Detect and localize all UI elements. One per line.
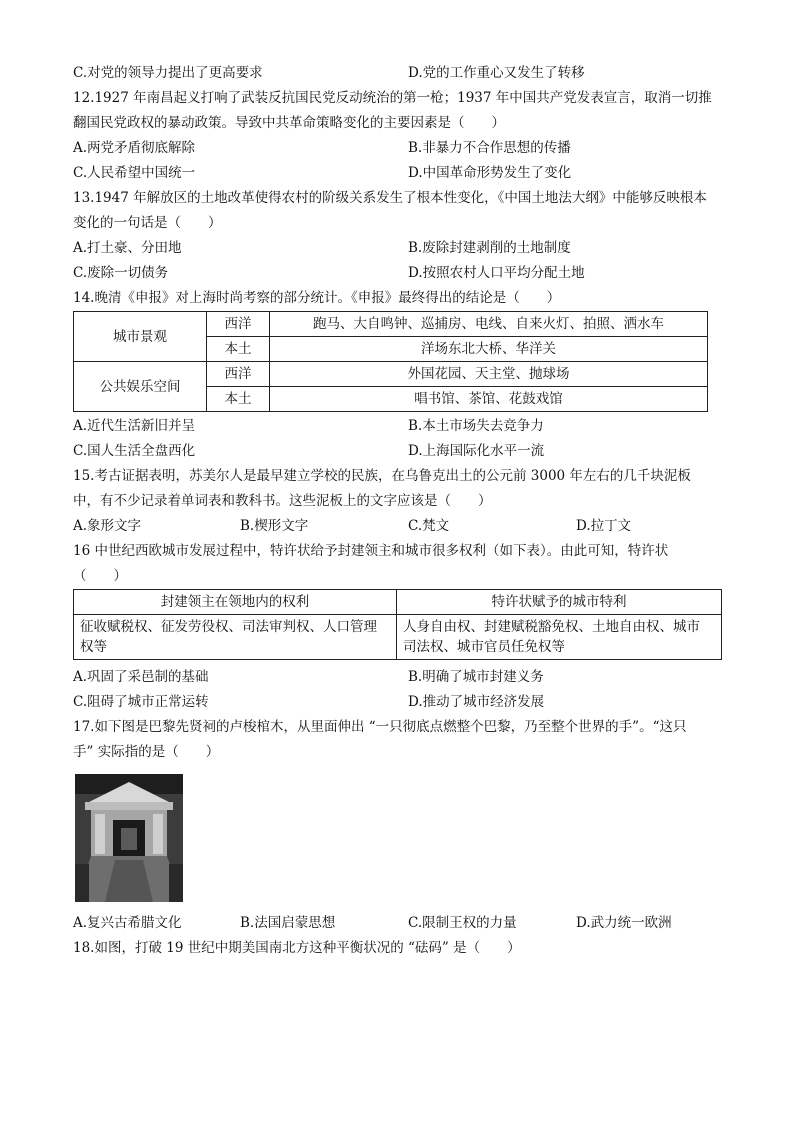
q17-option-d[interactable]: D.武力统一欧洲 (576, 915, 672, 931)
q11-option-c[interactable]: C.对党的领导力提出了更高要求 (73, 65, 263, 81)
q18-stem: 18.如图，打破 19 世纪中期美国南北方这种平衡状况的 “砝码” 是（ ） (73, 940, 521, 956)
q16-cell-lord-rights-line2: 权等 (80, 639, 107, 655)
q12-option-c[interactable]: C.人民希望中国统一 (73, 165, 196, 181)
q14-row2-items: 洋场东北大桥、华洋关 (270, 337, 708, 362)
q13-option-b[interactable]: B.废除封建剥削的土地制度 (408, 240, 571, 256)
q12-option-a[interactable]: A.两党矛盾彻底解除 (73, 140, 196, 156)
q13-option-c[interactable]: C.废除一切债务 (73, 265, 169, 281)
q15-option-c[interactable]: C.梵文 (408, 518, 450, 534)
q14-type-local: 本土 (207, 387, 270, 412)
q16-table (73, 589, 722, 660)
q14-table (73, 311, 708, 412)
q14-row3-items: 外国花园、天主堂、抛球场 (270, 362, 708, 387)
rousseau-tomb-photo (75, 774, 183, 902)
q14-row1-items: 跑马、大自鸣钟、巡捕房、电线、自来火灯、拍照、洒水车 (270, 312, 708, 337)
q15-option-a[interactable]: A.象形文字 (73, 518, 142, 534)
q17-option-a[interactable]: A.复兴古希腊文化 (73, 915, 182, 931)
q15-option-d[interactable]: D.拉丁文 (576, 518, 632, 534)
q17-stem-line1: 17.如下图是巴黎先贤祠的卢梭棺木，从里面伸出 “一只彻底点燃整个巴黎，乃至整个世界的手”。“这只 (73, 719, 687, 735)
q16-option-c[interactable]: C.阻碍了城市正常运转 (73, 694, 209, 710)
q14-option-c[interactable]: C.国人生活全盘西化 (73, 443, 196, 459)
q16-cell-charter-rights (397, 615, 722, 660)
q14-cat-landscape: 城市景观 (74, 312, 207, 362)
q16-stem-line2: （ ） (73, 568, 127, 584)
q12-option-b[interactable]: B.非暴力不合作思想的传播 (408, 140, 571, 156)
q14-cat-entertainment: 公共娱乐空间 (74, 362, 207, 412)
q14-option-a[interactable]: A.近代生活新旧并呈 (73, 418, 196, 434)
q11-option-d[interactable]: D.党的工作重心又发生了转移 (408, 65, 585, 81)
q16-cell-lord-rights-line1: 征收赋税权、征发劳役权、司法审判权、人口管理 (80, 619, 377, 635)
q14-row4-items: 唱书馆、茶馆、花鼓戏馆 (270, 387, 708, 412)
q13-stem-line1: 13.1947 年解放区的土地改革使得农村的阶级关系发生了根本性变化，《中国土地法大纲》中能够反映根本 (73, 190, 707, 206)
q17-option-b[interactable]: B.法国启蒙思想 (240, 915, 336, 931)
q15-stem-line2: 中，有不少记录着单词表和教科书。这些泥板上的文字应该是（ ） (73, 493, 492, 509)
q17-stem-line2: 手” 实际指的是（ ） (73, 744, 220, 760)
q16-stem-line1: 16 中世纪西欧城市发展过程中，特许状给予封建领主和城市很多权利（如下表）。由此可知，特许状 (73, 543, 669, 559)
q12-option-d[interactable]: D.中国革命形势发生了变化 (408, 165, 572, 181)
q14-option-b[interactable]: B.本土市场失去竞争力 (408, 418, 544, 434)
q14-type-local: 本土 (207, 337, 270, 362)
q13-option-a[interactable]: A.打土豪、分田地 (73, 240, 182, 256)
q16-option-a[interactable]: A.巩固了采邑制的基础 (73, 669, 209, 685)
rousseau-tomb-illustration (75, 774, 183, 902)
q16-cell-lord-rights (74, 615, 397, 660)
q14-stem: 14.晚清《申报》对上海时尚考察的部分统计。《申报》最终得出的结论是（ ） (73, 290, 561, 306)
q15-option-b[interactable]: B.楔形文字 (240, 518, 309, 534)
q16-option-d[interactable]: D.推动了城市经济发展 (408, 694, 545, 710)
q15-stem-line1: 15.考古证据表明，苏美尔人是最早建立学校的民族，在乌鲁克出土的公元前 3000 年左右的几千块泥板 (73, 468, 691, 484)
q16-cell-charter-rights-line2: 司法权、城市官员任免权等 (403, 639, 565, 655)
q16-header-lord-rights: 封建领主在领地内的权利 (74, 590, 397, 615)
q14-option-d[interactable]: D.上海国际化水平一流 (408, 443, 545, 459)
q17-option-c[interactable]: C.限制王权的力量 (408, 915, 517, 931)
q12-stem-line2: 翻国民党政权的暴动政策。导致中共革命策略变化的主要因素是（ ） (73, 115, 505, 131)
q14-type-west: 西洋 (207, 362, 270, 387)
q13-stem-line2: 变化的一句话是（ ） (73, 215, 222, 231)
q16-cell-charter-rights-line1: 人身自由权、封建赋税豁免权、土地自由权、城市 (403, 619, 700, 635)
q16-option-b[interactable]: B.明确了城市封建义务 (408, 669, 544, 685)
q16-header-charter-rights: 特许状赋予的城市特利 (397, 590, 722, 615)
q13-option-d[interactable]: D.按照农村人口平均分配土地 (408, 265, 585, 281)
q14-type-west: 西洋 (207, 312, 270, 337)
q12-stem-line1: 12.1927 年南昌起义打响了武装反抗国民党反动统治的第一枪；1937 年中国共产党发表宣言，取消一切推 (73, 90, 712, 106)
